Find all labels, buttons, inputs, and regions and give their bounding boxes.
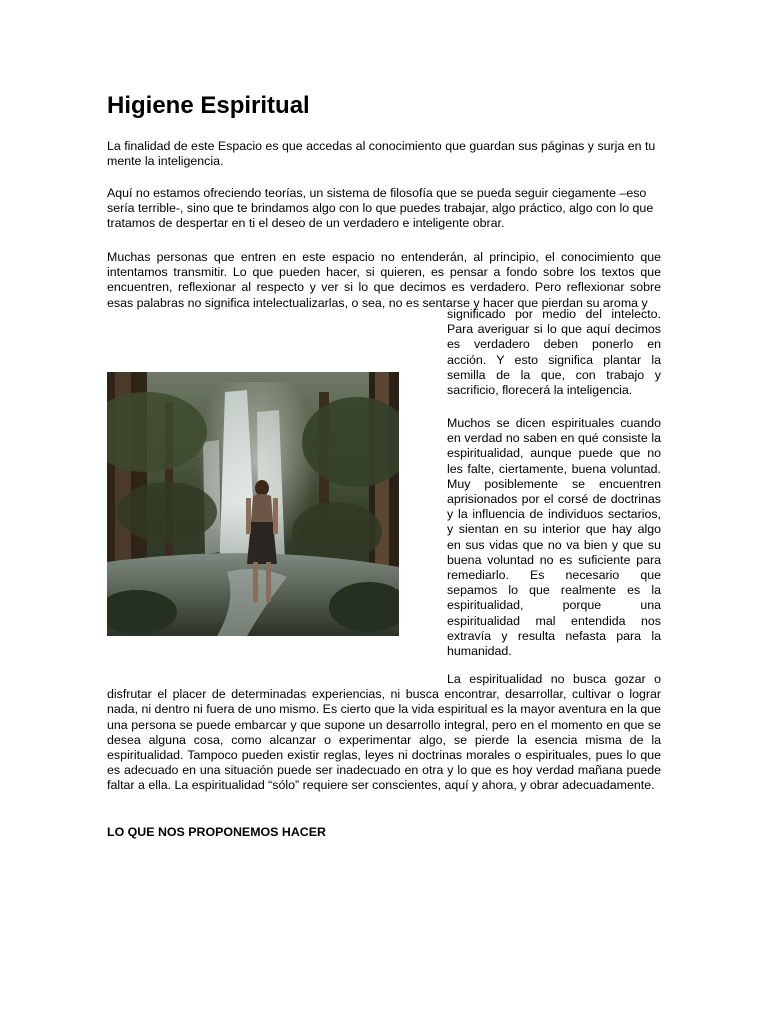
paragraph-2: Aquí no estamos ofreciendo teorías, un sistema de filosofía que se pueda seguir ciegamente –eso sería terrible-, sino que te brindamos algo con lo que puedes trabajar, algo práctico, algo con lo que tratamos de despertar en ti el deseo de un verdadero e inteligente obrar. [107,186,654,231]
page-title: Higiene Espiritual [107,92,310,119]
paragraph-6: La espiritualidad no busca gozar o disfrutar el placer de determinadas experiencias, ni busca encontrar, desarrollar, cultivar o lograr nada, ni dentro ni fuera de uno mismo. Es cierto que la vida espiritual es la mayor aventura en la que una persona se puede embarcar y que supone un desarrollo integral, pero en el momento en que se desea alguna cosa, como alcanzar o experimentar algo, se pierde la esencia misma de la espiritualidad. Tampoco pueden existir reglas, leyes ni doctrinas morales o espirituales, pues lo que es adecuado en una situación puede ser inadecuado en otra y lo que es hoy verdad mañana puede faltar a ella. La espiritualidad “sólo” requiere ser conscientes, aquí y ahora, y obrar adecuadamente. [107,672,661,793]
paragraph-5: Muchos se dicen espirituales cuando en verdad no saben en qué consiste la espiritualidad, aunque puede que no les falte, ciertamente, buena voluntad. Muy posiblemente se encuentren aprisionados por el corsé de doctrinas y la influencia de individuos sectarios, y sientan en su interior que hay algo en sus vidas que no va bien y que su buena voluntad no es suficiente para remediarlo. Es necesario que sepamos lo que realmente es la espiritualidad, porque una espiritualidad mal entendida nos extravía y resulta nefasta para la humanidad. [447,416,661,659]
paragraph-4: significado por medio del intelecto. Para averiguar si lo que aquí decimos es verdadero deben ponerlo en acción. Y esto significa plantar la semilla de la que, con trabajo y sacrificio, florecerá la inteligencia. [447,307,661,398]
forest-waterfall-woman-icon [107,372,399,636]
section-subheading: LO QUE NOS PROPONEMOS HACER [107,825,326,839]
paragraph-3: Muchas personas que entren en este espacio no entenderán, al principio, el conocimiento que intentamos transmitir. Lo que pueden hacer, si quieren, es pensar a fondo sobre los textos que encuentren, reflexionar al respecto y ver si lo que decimos es verdadero. Pero reflexionar sobre esas palabras no significa intelectualizarlas, o sea, no es sentarse y hacer que pierdan su aroma y [107,250,661,310]
forest-waterfall-image [107,372,399,636]
paragraph-1: La finalidad de este Espacio es que accedas al conocimiento que guardan sus páginas y surja en tu mente la inteligencia. [107,139,656,169]
